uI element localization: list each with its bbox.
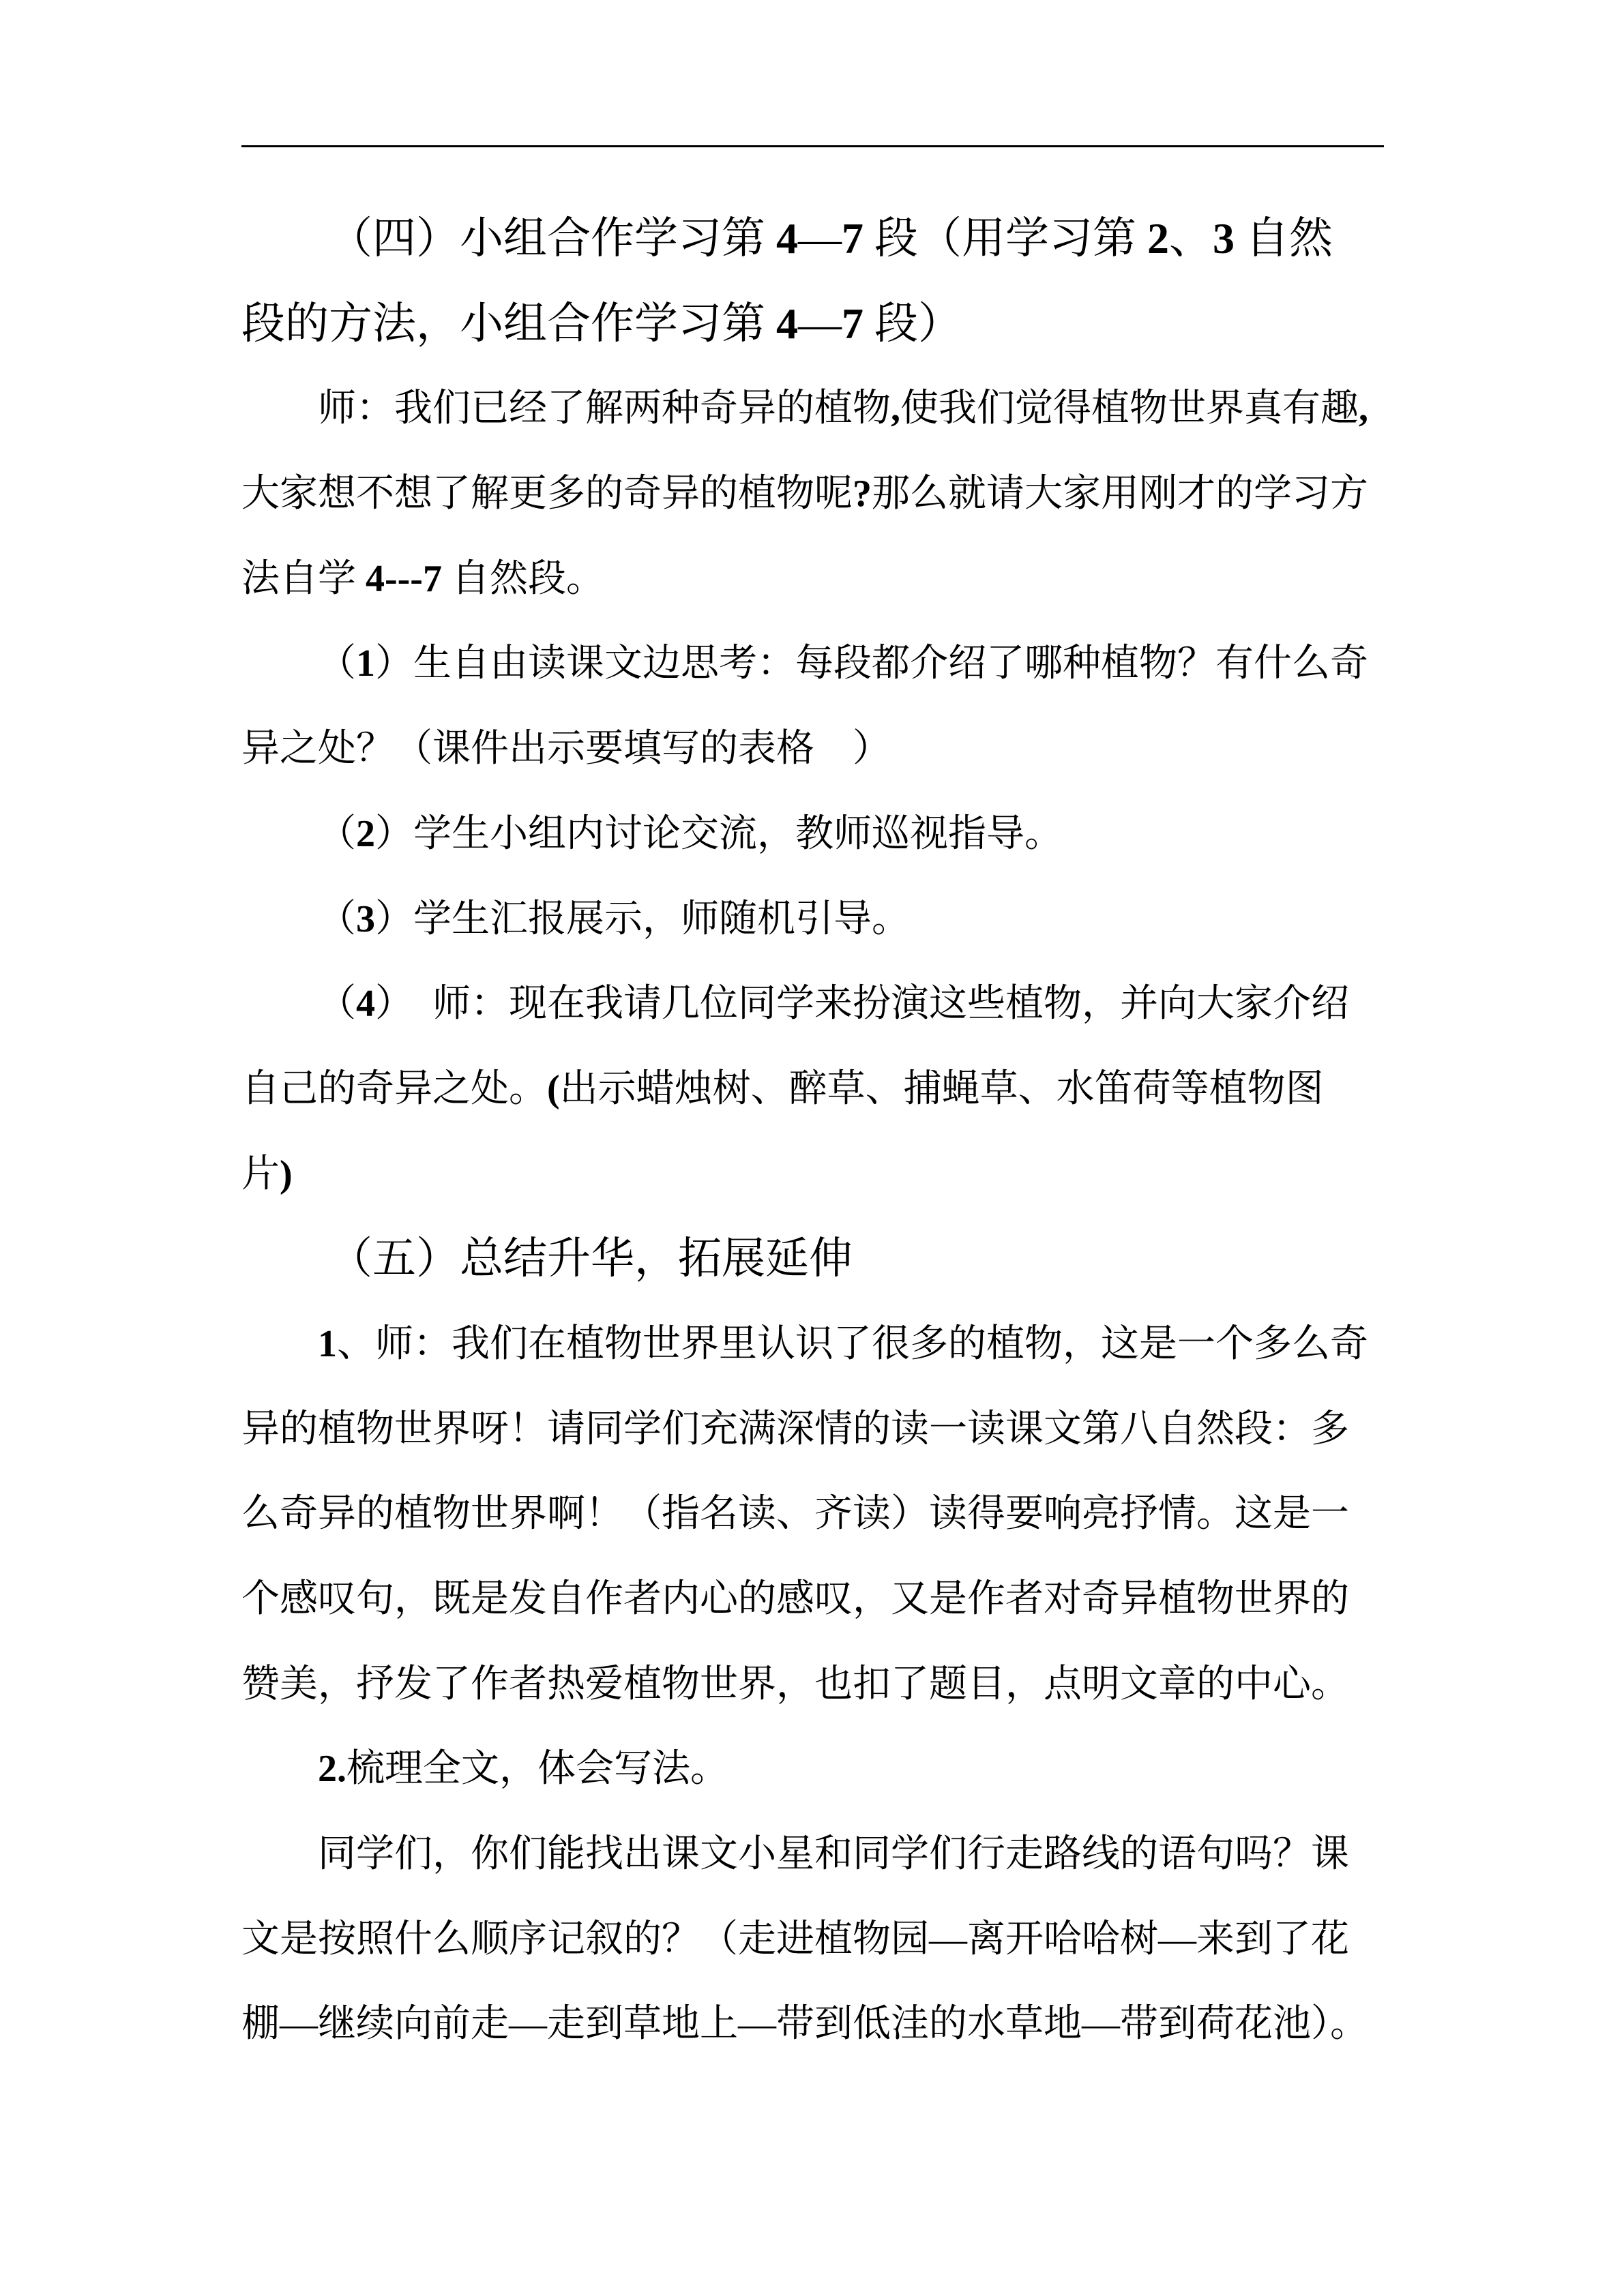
- paragraph-line: 棚—继续向前走—走到草地上—带到低洼的水草地—带到荷花池）。: [241, 2003, 1368, 2046]
- section-4-intro-paragraph: [241, 366, 1394, 621]
- paragraph-line: 2.梳理全文，体会写法。: [318, 1748, 728, 1791]
- paragraph-line: 同学们，你们能找出课文小星和同学们行走路线的语句吗？课: [318, 1833, 1349, 1876]
- latin-run: ,: [891, 387, 900, 430]
- paragraph-line: （3）学生汇报展示，师随机引导。: [318, 897, 910, 940]
- paragraph-line: 自己的奇异之处。(出示蜡烛树、醉草、捕蝇草、水笛荷等植物图: [241, 1067, 1324, 1110]
- latin-run: 4: [356, 983, 375, 1026]
- step-2-paragraph: [241, 792, 1394, 877]
- latin-run: 7: [842, 214, 863, 263]
- paragraph-line: 师：我们已经了解两种奇异的植物,使我们觉得植物世界真有趣,: [318, 387, 1368, 430]
- paragraph-line: 个感叹句，既是发自作者内心的感叹，又是作者对奇异植物世界的: [241, 1578, 1349, 1620]
- paragraph-line: 文是按照什么顺序记叙的？（走进植物园—离开哈哈树—来到了花: [241, 1918, 1349, 1960]
- latin-run: 2: [356, 812, 375, 855]
- paragraph-line: 大家想不想了解更多的奇异的植物呢?那么就请大家用刚才的学习方: [241, 473, 1368, 516]
- heading-line: （四）小组合作学习第 4—7 段（用学习第 2、3 自然: [329, 214, 1333, 263]
- paragraph-line: 法自学 4---7 自然段。: [241, 557, 604, 600]
- latin-run: 4---7: [366, 557, 442, 600]
- closing-paragraph: [241, 1812, 1394, 2067]
- latin-run: 7: [842, 299, 863, 348]
- step-1-paragraph: [241, 621, 1394, 791]
- paragraph-line: 1、师：我们在植物世界里认识了很多的植物，这是一个多么奇: [318, 1322, 1368, 1365]
- step-3-paragraph: [241, 877, 1394, 962]
- latin-run: 2.: [318, 1748, 346, 1791]
- header-rule: [241, 145, 1384, 147]
- paragraph-line: 赞美，抒发了作者热爱植物世界，也扣了题目，点明文章的中心。: [241, 1663, 1349, 1705]
- paragraph-line: （1）生自由读课文边思考：每段都介绍了哪种植物？有什么奇: [318, 642, 1368, 685]
- latin-run: 3: [356, 897, 375, 940]
- paragraph-line: 异之处？（课件出示要填写的表格 ）: [241, 728, 891, 771]
- latin-run: ,: [1359, 387, 1368, 430]
- paragraph-line: 异的植物世界呀！请同学们充满深情的读一读课文第八自然段：多: [241, 1407, 1349, 1450]
- paragraph-line: （2）学生小组内讨论交流，教师巡视指导。: [318, 812, 1063, 855]
- latin-run: 3: [1213, 214, 1235, 263]
- latin-run: 1: [318, 1322, 337, 1365]
- paragraph-line: 么奇异的植物世界啊！（指名读、齐读）读得要响亮抒情。这是一: [241, 1493, 1349, 1536]
- latin-run: ): [280, 1152, 293, 1195]
- section-5-heading: [241, 1217, 1394, 1302]
- section-4-heading: [241, 196, 1394, 366]
- step-4-paragraph: [241, 961, 1394, 1217]
- item-2-paragraph: [241, 1727, 1394, 1812]
- document-body: [241, 196, 1394, 2067]
- paragraph-line: 片): [241, 1152, 293, 1195]
- latin-run: 4: [776, 214, 798, 263]
- latin-run: ?: [853, 473, 872, 516]
- latin-run: (: [547, 1067, 560, 1110]
- item-1-paragraph: [241, 1302, 1394, 1727]
- latin-run: 4: [776, 299, 798, 348]
- latin-run: 2: [1147, 214, 1169, 263]
- heading-line: （五）总结升华，拓展延伸: [329, 1234, 853, 1283]
- paragraph-line: （4） 师：现在我请几位同学来扮演这些植物，并向大家介绍: [318, 983, 1349, 1026]
- latin-run: 1: [356, 642, 375, 685]
- heading-line: 段的方法，小组合作学习第 4—7 段）: [241, 299, 962, 348]
